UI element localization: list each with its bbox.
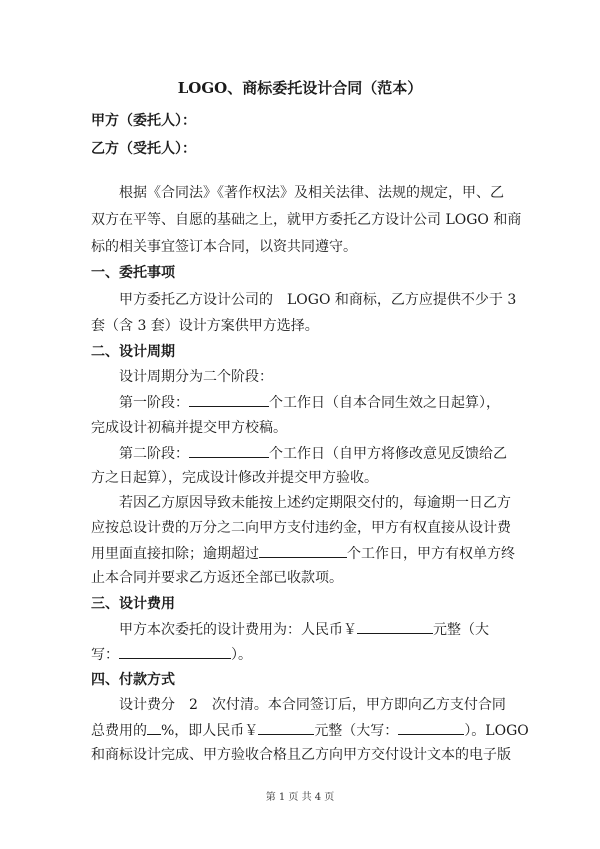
stage-2-days-blank[interactable] (189, 443, 269, 458)
section-3-heading: 三、设计费用 (91, 596, 175, 612)
section-1-line-2: 套（含 3 套）设计方案供甲方选择。 (91, 318, 319, 334)
section-3-line-2 (91, 644, 252, 665)
payment-text-4: ）。LOGO (464, 723, 529, 739)
fee-words-close: ）。 (231, 647, 252, 663)
section-4-line-2 (91, 720, 529, 741)
section-4-line-3: 和商标设计完成、甲方验收合格且乙方向甲方交付设计文本的电子版 (91, 747, 511, 763)
section-2-line-2 (119, 392, 500, 413)
section-2-line-7: 应按总设计费的万分之二向甲方支付违约金，甲方有权直接从设计费 (91, 520, 511, 536)
stage-2-label: 第二阶段： (119, 446, 189, 462)
payment-words-blank[interactable] (398, 720, 464, 735)
section-4-line-1: 设计费分 2 次付清。本合同签订后，甲方即向乙方支付合同 (119, 697, 506, 713)
fee-amount-blank[interactable] (357, 619, 433, 634)
party-a-label: 甲方（委托人）： (91, 113, 196, 129)
payment-text-2: %，即人民币￥ (161, 723, 259, 739)
payment-amount-blank[interactable] (258, 720, 314, 735)
payment-percent-blank[interactable] (147, 720, 161, 735)
section-2-line-3: 完成设计初稿并提交甲方校稿。 (91, 420, 287, 436)
overdue-text-2: 个工作日，甲方有权单方终 (347, 546, 515, 562)
stage-2-text: 个工作日（自甲方将修改意见反馈给乙 (269, 446, 507, 462)
intro-line-2: 双方在平等、自愿的基础之上，就甲方委托乙方设计公司 LOGO 和商 (91, 212, 522, 228)
stage-1-label: 第一阶段： (119, 395, 189, 411)
section-1-heading: 一、委托事项 (91, 265, 175, 281)
stage-1-text: 个工作日（自本合同生效之日起算）， (269, 395, 500, 411)
section-3-line-1 (119, 619, 489, 640)
section-4-heading: 四、付款方式 (91, 672, 175, 688)
section-2-line-5: 方之日起算），完成设计修改并提交甲方验收。 (91, 470, 378, 486)
section-2-heading: 二、设计周期 (91, 344, 175, 360)
intro-line-1: 根据《合同法》《著作权法》及相关法律、法规的规定，甲、乙 (119, 185, 504, 201)
fee-words-label: 写： (91, 647, 119, 663)
section-2-line-8 (91, 543, 515, 564)
fee-words-blank[interactable] (119, 644, 231, 659)
section-2-line-9: 止本合同并要求乙方返还全部已收款项。 (91, 570, 343, 586)
payment-text-3: 元整（大写： (314, 723, 399, 739)
section-2-line-1: 设计周期分为二个阶段： (119, 369, 273, 385)
stage-1-days-blank[interactable] (189, 392, 269, 407)
party-b-label: 乙方（受托人）： (91, 141, 196, 157)
overdue-text: 用里面直接扣除；逾期超过 (91, 546, 259, 562)
section-2-line-6: 若因乙方原因导致未能按上述约定期限交付的，每逾期一日乙方 (119, 495, 511, 511)
section-1-line-1: 甲方委托乙方设计公司的 LOGO 和商标，乙方应提供不少于 3 (119, 292, 517, 308)
intro-line-3: 标的相关事宜签订本合同，以资共同遵守。 (91, 239, 357, 255)
section-2-line-4 (119, 443, 507, 464)
page-title: LOGO、商标委托设计合同（范本） (177, 79, 423, 97)
overdue-days-blank[interactable] (259, 543, 347, 558)
fee-text: 甲方本次委托的设计费用为：人民币￥ (119, 622, 357, 638)
fee-text-2: 元整（大 (433, 622, 489, 638)
payment-text: 总费用的 (91, 723, 147, 739)
page-footer: 第 1 页 共 4 页 (265, 792, 335, 803)
